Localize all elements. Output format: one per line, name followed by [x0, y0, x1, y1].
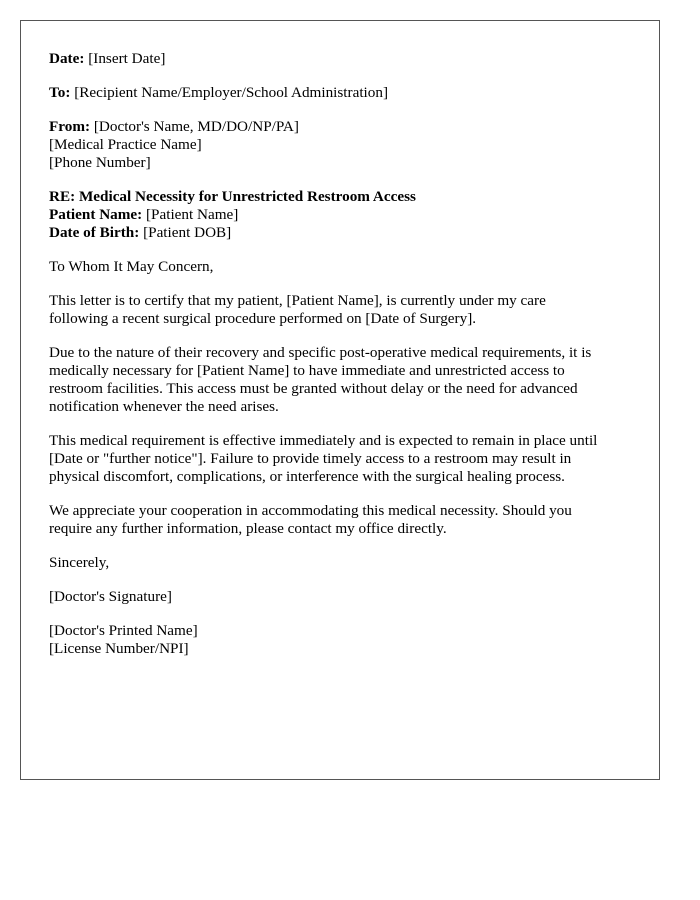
to-label: To: — [49, 84, 71, 101]
paragraph-necessity — [49, 344, 631, 416]
paragraph-line: physical discomfort, complications, or interference with the surgical healing process. — [49, 468, 565, 485]
paragraph-certification — [49, 292, 631, 328]
paragraph-line: following a recent surgical procedure performed on [Date of Surgery]. — [49, 310, 477, 327]
date-line — [49, 50, 631, 68]
phone-number: [Phone Number] — [49, 154, 151, 171]
license-number: [License Number/NPI] — [49, 640, 189, 657]
paragraph-line: This letter is to certify that my patient, [Patient Name], is currently under my care — [49, 292, 546, 309]
from-label: From: — [49, 118, 91, 135]
subject-line: RE: Medical Necessity for Unrestricted Restroom Access — [49, 188, 416, 205]
from-value: [Doctor's Name, MD/DO/NP/PA] — [93, 118, 299, 135]
recipient-line — [49, 84, 631, 102]
patient-name-label: Patient Name: — [49, 206, 143, 223]
subject-block — [49, 188, 631, 242]
signatory-block — [49, 622, 631, 658]
practice-name: [Medical Practice Name] — [49, 136, 202, 153]
dob-value: [Patient DOB] — [143, 224, 232, 241]
paragraph-line: Due to the nature of their recovery and specific post-operative medical requirements, it is — [49, 344, 592, 361]
closing-text: Sincerely, — [49, 554, 110, 571]
paragraph-line: restroom facilities. This access must be granted without delay or the need for advanced — [49, 380, 578, 397]
signature-text: [Doctor's Signature] — [49, 588, 172, 605]
printed-name: [Doctor's Printed Name] — [49, 622, 198, 639]
signature — [49, 588, 631, 606]
paragraph-duration — [49, 432, 631, 486]
paragraph-line: notification whenever the need arises. — [49, 398, 279, 415]
paragraph-line: medically necessary for [Patient Name] to have immediate and unrestricted access to — [49, 362, 565, 379]
date-label: Date: — [49, 50, 85, 67]
to-value: [Recipient Name/Employer/School Administration] — [74, 84, 388, 101]
sender-block — [49, 118, 631, 172]
paragraph-line: This medical requirement is effective immediately and is expected to remain in place until — [49, 432, 598, 449]
paragraph-line: [Date or "further notice"]. Failure to provide timely access to a restroom may result in — [49, 450, 572, 467]
paragraph-line: require any further information, please contact my office directly. — [49, 520, 447, 537]
letter-page — [20, 20, 660, 780]
paragraph-line: We appreciate your cooperation in accommodating this medical necessity. Should you — [49, 502, 572, 519]
paragraph-appreciation — [49, 502, 631, 538]
dob-label: Date of Birth: — [49, 224, 140, 241]
salutation-text: To Whom It May Concern, — [49, 258, 214, 275]
patient-name-value: [Patient Name] — [146, 206, 239, 223]
date-value: [Insert Date] — [88, 50, 166, 67]
closing — [49, 554, 631, 572]
salutation — [49, 258, 631, 276]
